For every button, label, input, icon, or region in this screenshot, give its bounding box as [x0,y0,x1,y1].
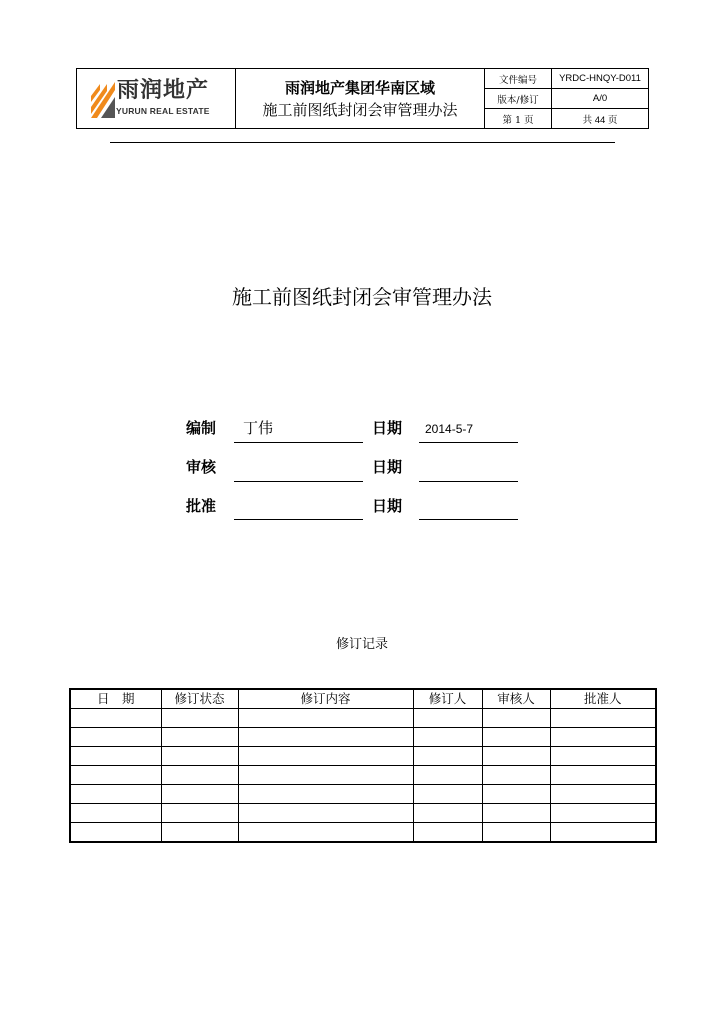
reviewed-by-label: 审核 [186,458,217,476]
table-cell [161,804,238,823]
meta-key-version: 版本/修订 [485,89,552,109]
table-cell [482,766,550,785]
col-header-reviser: 修订人 [413,689,482,709]
table-cell [70,804,161,823]
table-row [70,804,656,823]
reviewed-date-label: 日期 [372,458,403,476]
table-cell [238,747,413,766]
prepared-date-value: 2014-5-7 [425,422,474,436]
meta-value-page-total: 共 44 页 [552,109,649,129]
table-cell [161,823,238,843]
table-cell [161,785,238,804]
meta-key-doc-number: 文件编号 [485,69,552,89]
table-cell [550,709,656,728]
table-cell [70,785,161,804]
document-title: 施工前图纸封闭会审管理办法 [232,285,492,309]
col-header-reviewer: 审核人 [482,689,550,709]
table-cell [482,785,550,804]
table-cell [238,785,413,804]
table-cell [238,823,413,843]
table-cell [238,728,413,747]
table-cell [550,804,656,823]
table-cell [413,766,482,785]
revision-table [69,688,657,843]
table-cell [413,804,482,823]
table-cell [161,747,238,766]
table-cell [413,728,482,747]
table-cell [70,747,161,766]
table-row [70,785,656,804]
col-header-content: 修订内容 [238,689,413,709]
logo-english-name: YURUN REAL ESTATE [116,106,210,116]
table-cell [238,766,413,785]
col-header-status: 修订状态 [161,689,238,709]
table-row [70,709,656,728]
col-header-date: 日 期 [70,689,161,709]
table-cell [238,804,413,823]
table-cell [550,766,656,785]
table-row [70,823,656,843]
table-cell [413,823,482,843]
table-cell [70,823,161,843]
col-header-approver: 批准人 [550,689,656,709]
logo-chinese-name: 雨润地产 [117,78,210,103]
header-divider [110,142,615,143]
table-cell [550,728,656,747]
revision-heading: 修订记录 [335,637,388,652]
prepared-date-label: 日期 [372,419,403,437]
prepared-by-value: 丁伟 [243,419,274,437]
reviewed-date-line [419,481,518,482]
approved-date-line [419,519,518,520]
table-cell [413,709,482,728]
table-cell [161,766,238,785]
table-cell [161,728,238,747]
table-row [70,766,656,785]
table-cell [413,747,482,766]
header-title-cell [236,69,485,129]
table-cell [413,785,482,804]
header-title-main: 雨润地产集团华南区域 [284,78,435,97]
table-cell [550,823,656,843]
table-cell [482,728,550,747]
meta-value-version: A/0 [552,89,649,109]
approved-by-line [234,519,363,520]
table-cell [482,709,550,728]
table-row [70,728,656,747]
reviewed-by-line [234,481,363,482]
table-cell [482,823,550,843]
table-cell [482,747,550,766]
table-cell [161,709,238,728]
meta-value-doc-number: YRDC-HNQY-D011 [552,69,649,89]
table-row [70,747,656,766]
document-header [76,68,649,129]
table-cell [70,728,161,747]
prepared-date-line [419,442,518,443]
approved-date-label: 日期 [372,497,403,515]
table-cell [70,709,161,728]
table-cell [238,709,413,728]
meta-key-page: 第 1 页 [485,109,552,129]
yurun-logo-icon [91,80,115,118]
header-title-sub: 施工前图纸封闭会审管理办法 [262,100,458,119]
prepared-by-line [234,442,363,443]
table-cell [550,747,656,766]
table-cell [70,766,161,785]
approved-by-label: 批准 [186,497,217,515]
table-cell [550,785,656,804]
table-cell [482,804,550,823]
logo-cell [77,69,236,129]
prepared-by-label: 编制 [186,419,217,437]
